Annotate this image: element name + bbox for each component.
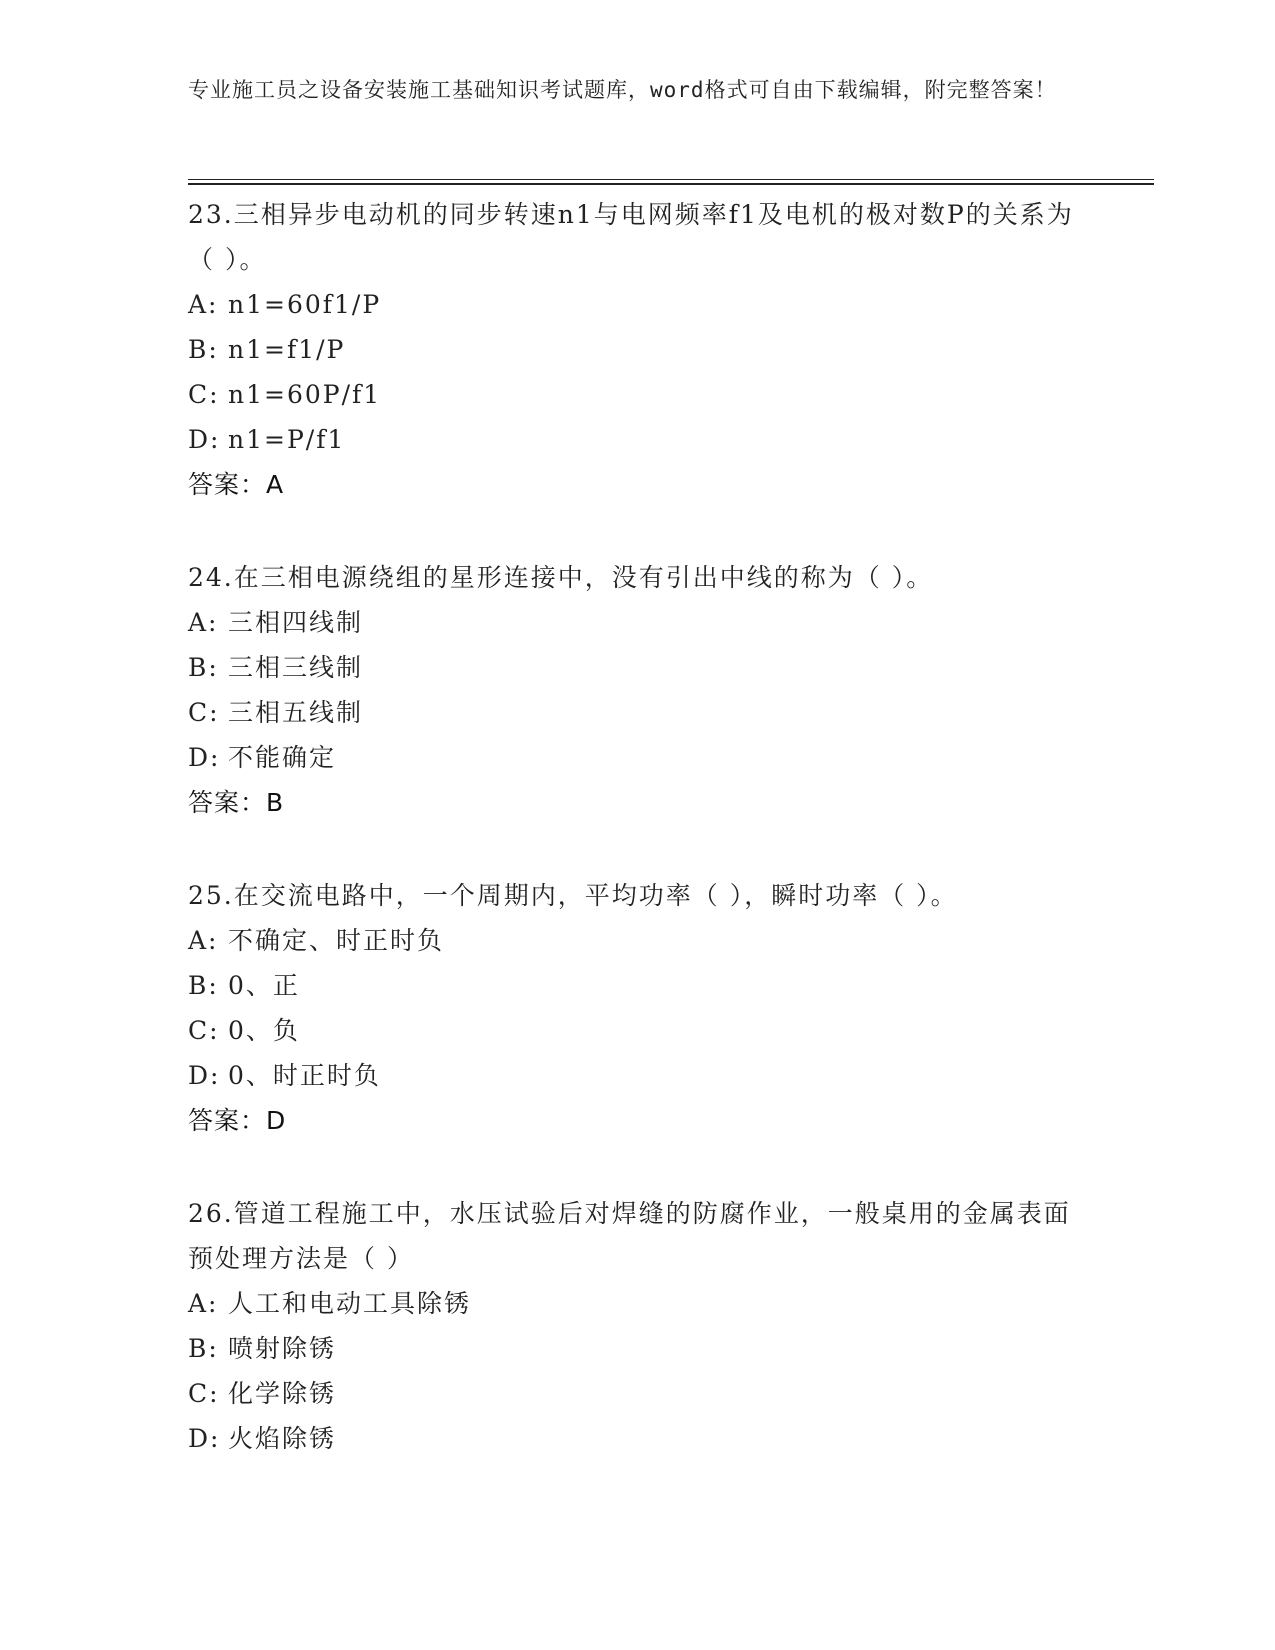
- option-a: [188, 918, 1088, 963]
- question-stem: 23.三相异步电动机的同步转速n1与电网频率f1及电机的极对数P的关系为（ ）。: [188, 200, 1074, 274]
- question-stem: 26.管道工程施工中，水压试验后对焊缝的防腐作业，一般桌用的金属表面预处理方法是（ ）: [188, 1199, 1071, 1273]
- option-text: 三相四线制: [228, 608, 364, 637]
- option-text: 0、负: [228, 1016, 300, 1045]
- option-d: [188, 735, 1088, 780]
- option-text: 0、正: [228, 971, 300, 1000]
- option-key: B:: [188, 335, 219, 364]
- option-key: B:: [188, 653, 219, 682]
- header-divider-thin: [188, 179, 1154, 180]
- option-key: A:: [188, 608, 219, 637]
- option-d: [188, 417, 1088, 462]
- question-23: [188, 192, 1088, 507]
- option-text: 三相五线制: [228, 698, 364, 727]
- option-c: [188, 690, 1088, 735]
- option-a: [188, 600, 1088, 645]
- question-list: [188, 192, 1088, 1509]
- answer-line: 答案：A: [188, 470, 285, 499]
- option-key: A:: [188, 1289, 219, 1318]
- option-key: D:: [188, 1061, 221, 1090]
- option-key: B:: [188, 1334, 219, 1363]
- question-25: [188, 873, 1088, 1143]
- option-text: 0、时正时负: [228, 1061, 381, 1090]
- option-d: [188, 1416, 1088, 1461]
- option-a: [188, 1281, 1088, 1326]
- answer-line: 答案：B: [188, 788, 285, 817]
- question-26: [188, 1191, 1088, 1461]
- option-text: n1=f1/P: [228, 335, 346, 364]
- option-text: n1=60P/f1: [228, 380, 382, 409]
- question-stem: 25.在交流电路中，一个周期内，平均功率（ ），瞬时功率（ ）。: [188, 881, 958, 910]
- option-key: D:: [188, 425, 221, 454]
- option-text: 三相三线制: [228, 653, 364, 682]
- option-b: [188, 645, 1088, 690]
- answer-line: 答案：D: [188, 1106, 287, 1135]
- option-b: [188, 963, 1088, 1008]
- option-text: 化学除锈: [228, 1379, 337, 1408]
- option-text: 不确定、时正时负: [228, 926, 445, 955]
- option-key: A:: [188, 290, 219, 319]
- option-key: C:: [188, 1016, 220, 1045]
- option-b: [188, 1326, 1088, 1371]
- header-divider-thick: [188, 183, 1154, 185]
- option-key: D:: [188, 1424, 221, 1453]
- option-b: [188, 327, 1088, 372]
- option-c: [188, 1008, 1088, 1053]
- option-text: 喷射除锈: [228, 1334, 337, 1363]
- option-key: B:: [188, 971, 219, 1000]
- option-d: [188, 1053, 1088, 1098]
- option-key: D:: [188, 743, 221, 772]
- option-c: [188, 1371, 1088, 1416]
- option-text: 不能确定: [228, 743, 337, 772]
- option-a: [188, 282, 1088, 327]
- document-header: 专业施工员之设备安装施工基础知识考试题库，word格式可自由下载编辑，附完整答案！: [188, 78, 1057, 102]
- option-text: 人工和电动工具除锈: [228, 1289, 472, 1318]
- option-text: n1=60f1/P: [228, 290, 382, 319]
- question-24: [188, 555, 1088, 825]
- option-text: 火焰除锈: [228, 1424, 337, 1453]
- option-key: C:: [188, 380, 220, 409]
- option-c: [188, 372, 1088, 417]
- option-text: n1=P/f1: [228, 425, 346, 454]
- option-key: C:: [188, 1379, 220, 1408]
- question-stem: 24.在三相电源绕组的星形连接中，没有引出中线的称为（ ）。: [188, 563, 934, 592]
- option-key: C:: [188, 698, 220, 727]
- option-key: A:: [188, 926, 219, 955]
